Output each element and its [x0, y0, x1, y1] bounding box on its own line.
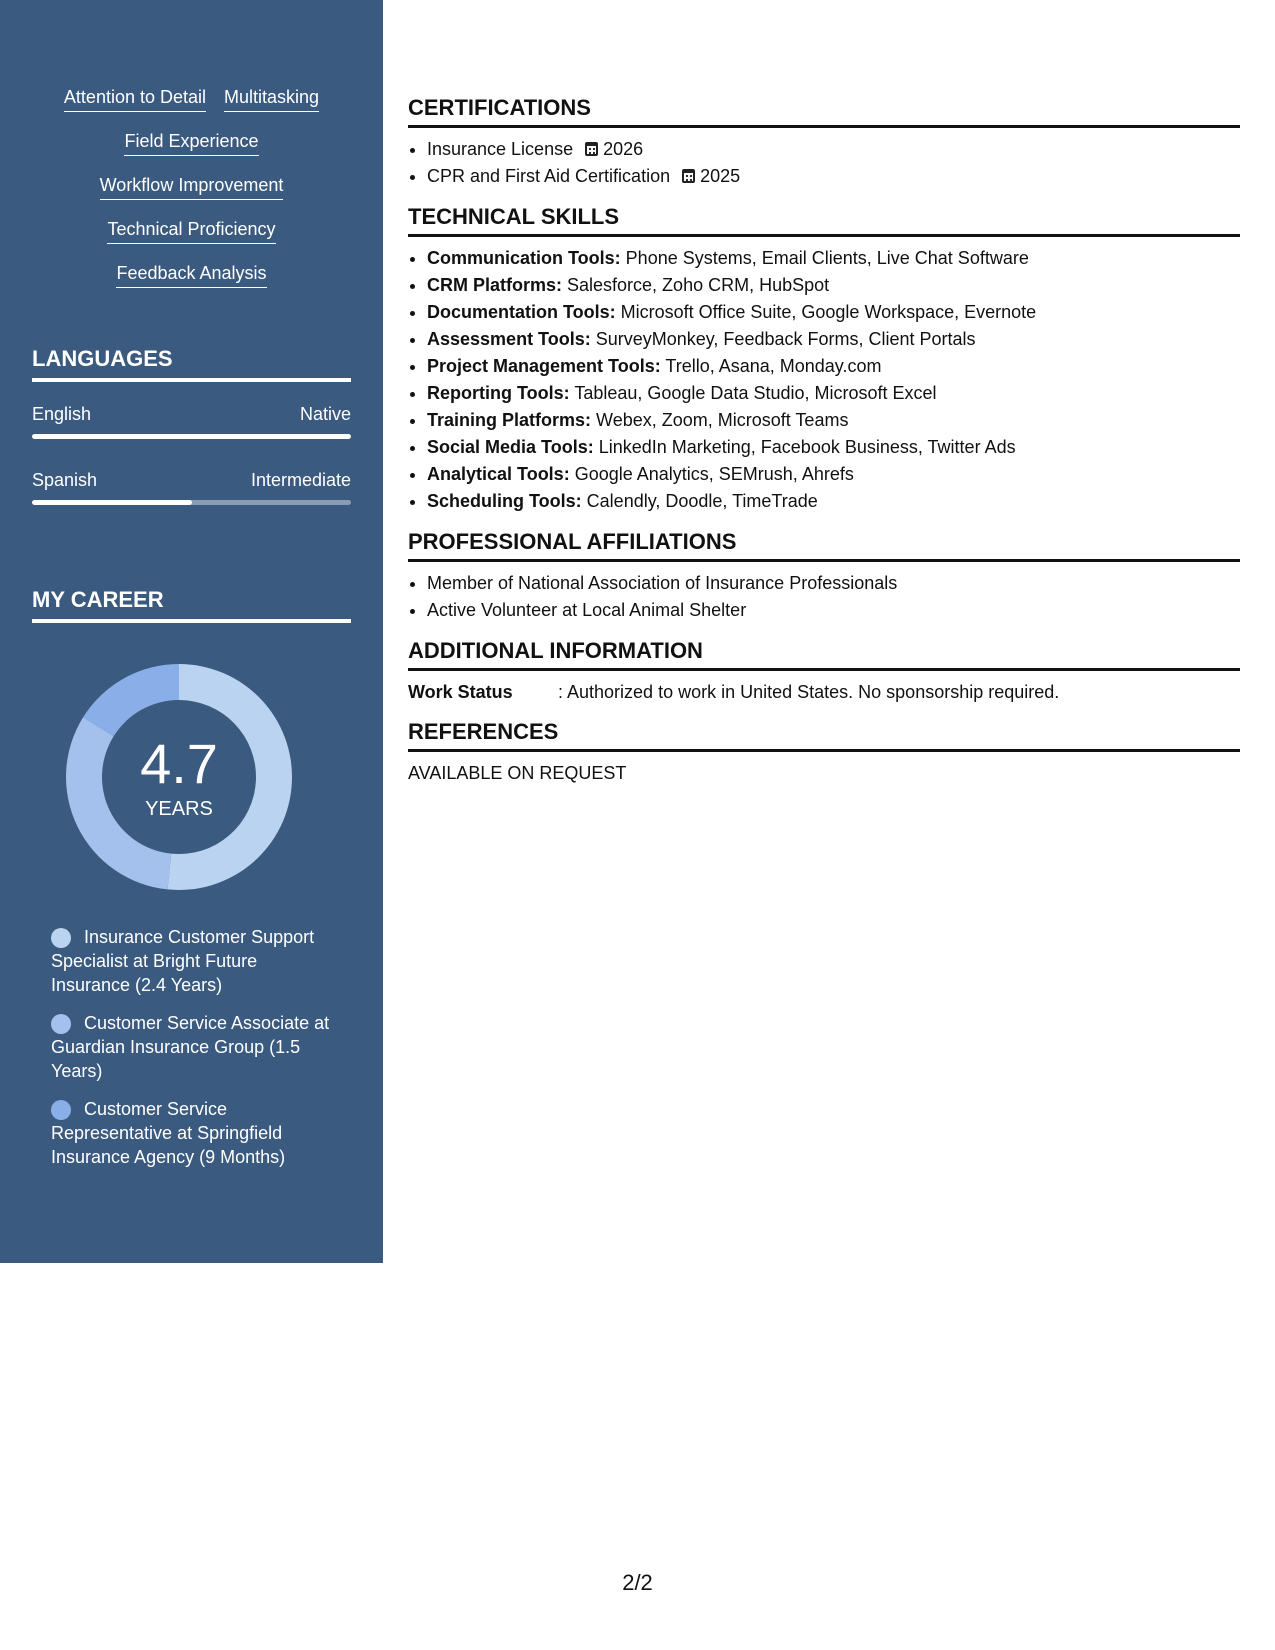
- career-heading: MY CAREER: [32, 587, 351, 623]
- technical-skill-item: [427, 299, 1240, 326]
- career-total-value: 4.7: [140, 732, 218, 795]
- affiliation-item: • Active Volunteer at Local Animal Shelter: [427, 597, 1240, 624]
- career-text: Customer Service Associate at Guardian Insurance Group (1.5 Years): [51, 1013, 330, 1081]
- additional-heading: ADDITIONAL INFORMATION: [408, 638, 1240, 671]
- references-heading: REFERENCES: [408, 719, 1240, 752]
- work-status-label: Work Status: [408, 682, 513, 702]
- technical-skill-label: Analytical Tools:: [427, 464, 570, 484]
- career-text: Insurance Customer Support Specialist at Bright Future Insurance (2.4 Years): [51, 927, 315, 995]
- skill-row: [20, 86, 363, 112]
- technical-skill-value: Salesforce, Zoho CRM, HubSpot: [562, 275, 830, 295]
- certification-name: Insurance License: [427, 139, 574, 159]
- skill-tag: Technical Proficiency: [107, 218, 275, 244]
- language-item: [32, 470, 351, 505]
- certification-year: [682, 166, 740, 186]
- language-level: Intermediate: [250, 470, 351, 490]
- language-item: [32, 404, 351, 439]
- technical-skill-item: [427, 326, 1240, 353]
- references-section: [408, 719, 1240, 786]
- skill-tag: Attention to Detail: [64, 86, 206, 112]
- certification-name: CPR and First Aid Certification: [427, 166, 671, 186]
- skill-tag: Field Experience: [124, 130, 258, 156]
- technical-skill-item: [427, 245, 1240, 272]
- affiliations-section: [408, 529, 1240, 624]
- certifications-section: [408, 95, 1240, 190]
- certifications-heading: CERTIFICATIONS: [408, 95, 1240, 128]
- skill-row: [20, 174, 363, 200]
- main-content: [408, 95, 1240, 800]
- technical-skill-label: Training Platforms:: [427, 410, 592, 430]
- language-level: Native: [299, 404, 351, 424]
- career-total-unit: YEARS: [145, 798, 213, 820]
- technical-skill-value: Google Analytics, SEMrush, Ahrefs: [569, 464, 854, 484]
- career-donut-chart: [66, 664, 292, 890]
- donut-center: [66, 664, 292, 890]
- technical-skill-label: Assessment Tools:: [427, 329, 591, 349]
- skills-tags: [20, 86, 363, 306]
- career-text: Customer Service Representative at Springfield Insurance Agency (9 Months): [51, 1099, 286, 1167]
- certification-year-text: 2025: [700, 166, 741, 186]
- work-status-row: [408, 679, 1240, 705]
- career-item: [51, 1011, 336, 1083]
- technical-skill-value: SurveyMonkey, Feedback Forms, Client Portals: [590, 329, 976, 349]
- skill-row: [20, 218, 363, 244]
- certification-year-text: 2026: [603, 139, 644, 159]
- calendar-icon: [585, 142, 598, 156]
- technical-skill-value: LinkedIn Marketing, Facebook Business, Twitter Ads: [593, 437, 1016, 457]
- language-bar-track: [32, 500, 351, 505]
- language-bar-fill: [32, 500, 192, 505]
- affiliations-heading: PROFESSIONAL AFFILIATIONS: [408, 529, 1240, 562]
- technical-skill-value: Phone Systems, Email Clients, Live Chat Software: [620, 248, 1029, 268]
- affiliation-item: • Member of National Association of Insurance Professionals: [427, 570, 1240, 597]
- technical-skills-heading: TECHNICAL SKILLS: [408, 204, 1240, 237]
- languages-heading: LANGUAGES: [32, 346, 351, 382]
- technical-skill-item: [427, 380, 1240, 407]
- career-item: [51, 1097, 336, 1169]
- calendar-icon: [682, 169, 695, 183]
- technical-skill-label: Social Media Tools:: [427, 437, 594, 457]
- technical-skill-item: [427, 434, 1240, 461]
- technical-skill-label: Reporting Tools:: [427, 383, 570, 403]
- sidebar: [0, 0, 383, 1263]
- certification-item: [427, 136, 1240, 163]
- references-text: AVAILABLE ON REQUEST: [408, 763, 627, 783]
- career-item: [51, 925, 336, 997]
- technical-skill-item: [427, 272, 1240, 299]
- skill-tag: Multitasking: [224, 86, 319, 112]
- skill-row: [20, 262, 363, 288]
- skill-row: [20, 130, 363, 156]
- career-dot-icon: [51, 928, 71, 948]
- technical-skill-value: Webex, Zoom, Microsoft Teams: [591, 410, 849, 430]
- certification-item: [427, 163, 1240, 190]
- technical-skills-section: [408, 204, 1240, 515]
- technical-skill-label: Communication Tools:: [427, 248, 621, 268]
- career-list: [51, 925, 336, 1183]
- technical-skill-label: Documentation Tools:: [427, 302, 616, 322]
- technical-skill-item: [427, 461, 1240, 488]
- language-row: [32, 470, 351, 491]
- technical-skill-value: Microsoft Office Suite, Google Workspace, Evernote: [615, 302, 1037, 322]
- certifications-list: [408, 136, 1240, 190]
- work-status-value: : Authorized to work in United States. No sponsorship required.: [558, 682, 1060, 702]
- language-bar-track: [32, 434, 351, 439]
- skill-tag: Feedback Analysis: [116, 262, 266, 288]
- career-dot-icon: [51, 1100, 71, 1120]
- skill-tag: Workflow Improvement: [100, 174, 284, 200]
- technical-skill-item: [427, 488, 1240, 515]
- technical-skill-label: CRM Platforms:: [427, 275, 563, 295]
- technical-skill-value: Trello, Asana, Monday.com: [660, 356, 882, 376]
- career-dot-icon: [51, 1014, 71, 1034]
- technical-skills-list: [408, 245, 1240, 515]
- page-number: 2/2: [622, 1570, 653, 1595]
- technical-skill-value: Calendly, Doodle, TimeTrade: [581, 491, 818, 511]
- technical-skill-label: Project Management Tools:: [427, 356, 661, 376]
- technical-skill-item: [427, 353, 1240, 380]
- language-name: Spanish: [32, 470, 98, 490]
- language-name: English: [32, 404, 92, 424]
- language-bar-fill: [32, 434, 351, 439]
- technical-skill-value: Tableau, Google Data Studio, Microsoft Excel: [569, 383, 937, 403]
- technical-skill-item: [427, 407, 1240, 434]
- technical-skill-label: Scheduling Tools:: [427, 491, 582, 511]
- language-row: [32, 404, 351, 425]
- additional-section: [408, 638, 1240, 705]
- certification-year: [585, 139, 643, 159]
- affiliations-list: [408, 570, 1240, 624]
